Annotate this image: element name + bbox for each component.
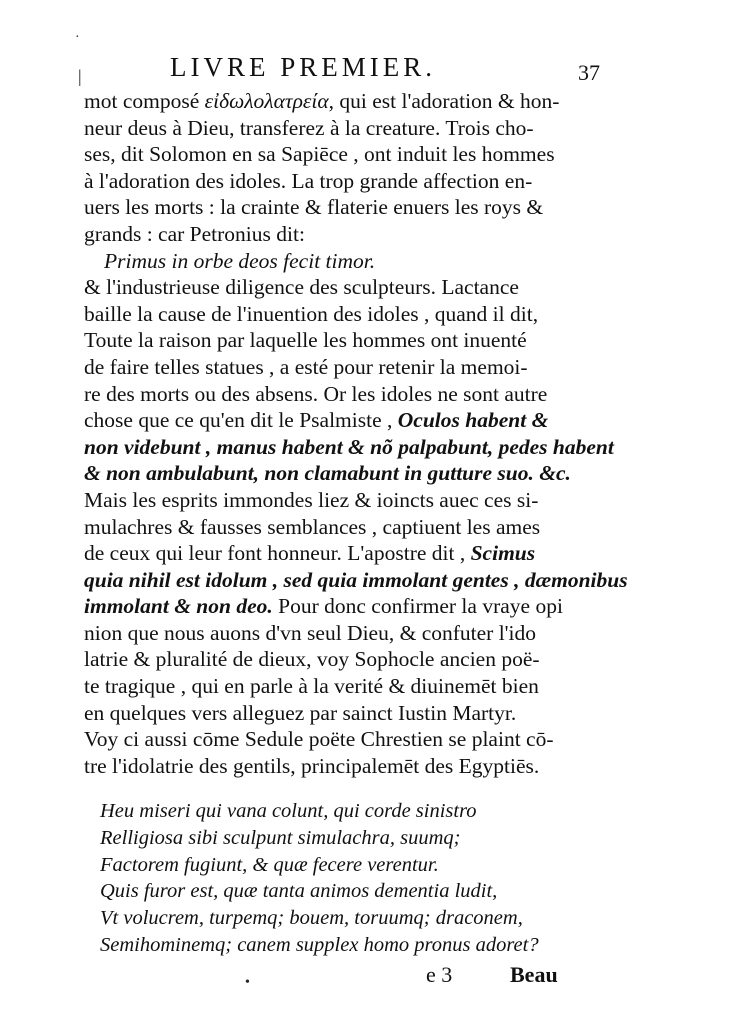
text-run: mot composé <box>84 89 205 113</box>
text-run: de ceux qui leur font honneur. L'apostre dit , <box>84 541 471 566</box>
text-line <box>84 460 604 487</box>
text-line <box>84 700 604 727</box>
body-text <box>84 88 628 779</box>
text-run: de faire telles statues , a esté pour retenir la memoi- <box>84 354 528 379</box>
margin-mark: | <box>78 66 82 86</box>
text-line <box>84 407 604 434</box>
text-run: ses, dit Solomon en sa Sapiēce , ont induit les hommes <box>84 142 555 167</box>
text-line <box>84 327 604 354</box>
text-line <box>84 354 604 381</box>
text-line <box>84 141 604 168</box>
italic-text: & non ambulabunt, non clamabunt in gutture suo. &c. <box>84 461 571 486</box>
text-run: Toute la raison par laquelle les hommes ont inuenté <box>84 328 527 353</box>
margin-mark: • <box>245 975 250 990</box>
text-run: grands : car Petronius dit: <box>84 221 305 246</box>
text-run: uers les morts : la crainte & flaterie enuers les roys & <box>84 195 544 220</box>
text-line <box>84 168 604 195</box>
verse-line: Relligiosa sibi sculpunt simulachra, suumq; <box>100 826 461 849</box>
italic-text: Oculos habent & <box>397 408 549 433</box>
text-run: Mais les esprits immondes liez & ioincts auec ces si- <box>84 487 539 512</box>
text-line <box>84 194 604 221</box>
text-line <box>84 274 604 301</box>
italic-text: immolant & non deo. <box>84 594 279 619</box>
verse-line: Quis furor est, quæ tanta animos dementia ludit, <box>100 880 498 903</box>
verse-line: Factorem fugiunt, & quæ fecere verentur. <box>100 853 439 876</box>
running-head: LIVRE PREMIER. <box>170 52 437 82</box>
text-line <box>84 673 604 700</box>
text-run: mulachres & fausses semblances , captiuent les ames <box>84 514 541 539</box>
page-number: 37 <box>578 60 600 85</box>
text-run: , qui est l'adoration & hon- <box>328 89 560 113</box>
text-run: baille la cause de l'inuention des idoles , quand il dit, <box>84 301 539 326</box>
text-line <box>84 726 604 753</box>
italic-text: Primus in orbe deos fecit timor. <box>104 248 376 273</box>
text-line <box>84 248 604 275</box>
verse-line: Vt volucrem, turpemq; bouem, toruumq; draconem, <box>100 907 523 930</box>
text-line <box>84 540 604 567</box>
text-run: re des morts ou des absens. Or les idoles ne sont autre <box>84 381 548 406</box>
verse-line: Heu miseri qui vana colunt, qui corde sinistro <box>100 800 477 822</box>
italic-text: non videbunt , manus habent & nõ palpabunt, pedes habent <box>84 434 614 459</box>
signature-mark: e 3 <box>426 962 453 987</box>
italic-text: quia nihil est idolum , sed quia immolant gentes , dæmonibus <box>84 567 628 592</box>
text-line <box>84 620 604 647</box>
catchword: Beau <box>510 962 558 987</box>
text-line <box>84 221 604 248</box>
text-line <box>84 593 604 620</box>
text-line <box>84 88 604 115</box>
text-line <box>84 434 614 461</box>
text-run: chose que ce qu'en dit le Psalmiste , <box>84 408 398 433</box>
text-line <box>84 115 604 142</box>
italic-text: εἰδωλολατρεία <box>204 89 329 113</box>
text-run: Pour donc confirmer la vraye opi <box>278 594 563 619</box>
text-line <box>84 514 604 541</box>
text-run: nion que nous auons d'vn seul Dieu, & confuter l'ido <box>84 620 537 645</box>
text-line <box>84 567 628 594</box>
text-line <box>84 646 604 673</box>
text-run: à l'adoration des idoles. La trop grande affection en- <box>84 168 533 193</box>
text-line <box>84 487 604 514</box>
text-run: te tragique , qui en parle à la verité & diuinemēt bien <box>84 674 539 699</box>
margin-mark: · <box>75 30 80 45</box>
text-run: Voy ci aussi cōme Sedule poëte Chrestien se plaint cō- <box>84 727 554 752</box>
text-line <box>84 381 604 408</box>
verse-quotation <box>100 798 600 959</box>
text-run: tre l'idolatrie des gentils, principalemēt des Egyptiēs. <box>84 753 540 778</box>
text-run: en quelques vers alleguez par sainct Iustin Martyr. <box>84 700 517 725</box>
italic-text: Scimus <box>470 541 536 566</box>
verse-line: Semihominemq; canem supplex homo pronus adoret? <box>100 933 539 956</box>
text-run: & l'industrieuse diligence des sculpteurs. Lactance <box>84 275 519 300</box>
text-line <box>84 301 604 328</box>
text-run: neur deus à Dieu, transferez à la creature. Trois cho- <box>84 115 534 140</box>
text-line <box>84 753 604 780</box>
text-run: latrie & pluralité de dieux, voy Sophocle ancien poë- <box>84 647 540 672</box>
